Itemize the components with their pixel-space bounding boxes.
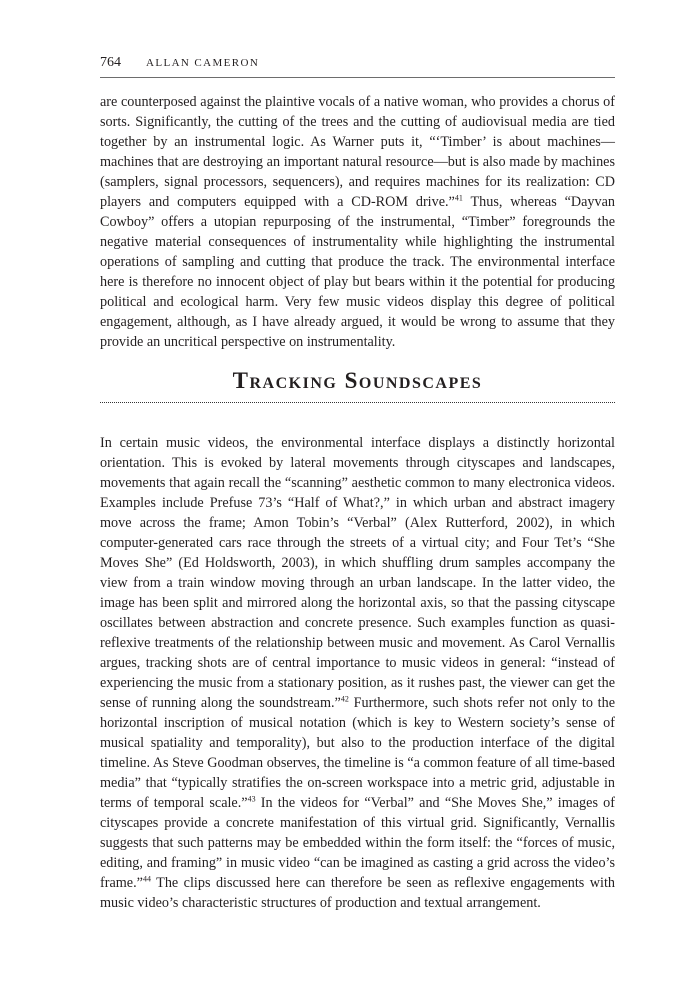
paragraph-2 [100,433,615,913]
paragraph-1-text-a: are counterposed against the plaintive vocals of a native woman, who provides a chorus of sorts. Significantly, the cutting of the trees and the cutting of audiovisual media are tied together by an instrumental logic. As Warner puts it, “‘Timber’ is about machines—machines that are destroying an important natural resource—but is also made by machines (samplers, signal processors, sequencers), and requires machines for its realization: CD players and computers equipped with a CD-ROM drive.” [100,94,615,210]
footnote-ref-44[interactable]: 44 [142,874,151,884]
footnote-ref-43[interactable]: 43 [247,794,256,804]
section-heading: Tracking Soundscapes [232,368,483,393]
page-number: 764 [100,55,121,70]
paragraph-2-text-c: In the videos for “Verbal” and “She Moves She,” images of cityscapes provide a concrete manifestation of this virtual grid. Significantly, Vernallis suggests that such patterns may be embedded within the form itself: the “forces of music, editing, and framing” in music video “can be imagined as casting a grid across the video’s frame.” [100,795,615,891]
paragraph-1-text-b: Thus, whereas “Dayvan Cowboy” offers a utopian repurposing of the instrumental, “Timber” foregrounds the negative material consequences of instrumentality while highlighting the instrumental operations of sampling and cutting that produce the track. The environmental interface here is therefore no innocent object of play but bears within it the potential for producing political and ecological harm. Very few music videos display this degree of political engagement, although, as I have already argued, it would be wrong to assume that they provide an uncritical perspective on instrumentality. [100,194,615,350]
paragraph-2-text-a: In certain music videos, the environmental interface displays a distinctly horizontal orientation. This is evoked by lateral movements through cityscapes and landscapes, movements that again recall the “scanning” aesthetic common to many electronica videos. Examples include Prefuse 73’s “Half of What?,” in which urban and abstract imagery move across the frame; Amon Tobin’s “Verbal” (Alex Rutterford, 2002), in which computer-generated cars race through the streets of a virtual city; and Four Tet’s “She Moves She” (Ed Holdsworth, 2003), in which shuffling drum samples accompany the view from a train window moving through an urban landscape. In the latter video, the image has been split and mirrored along the horizontal axis, so that the passing cityscape oscillates between abstraction and concrete presence. Such examples function as quasi-reflexive treatments of the relationship between music and movement. As Carol Vernallis argues, tracking shots are of central importance to music videos in general: “instead of experiencing the music from a stationary position, as it rushes past, the viewer can get the sense of running along the soundstream.” [100,435,615,711]
footnote-ref-42[interactable]: 42 [340,694,349,704]
footnote-ref-41[interactable]: 41 [454,193,463,203]
paragraph-2-text-b: Furthermore, such shots refer not only to the horizontal inscription of musical notation (which is key to Western society’s sense of musical spatiality and temporality), but also to the production interface of the digital timeline. As Steve Goodman observes, the timeline is “a common feature of all time-based media” that “typically stratifies the on-screen workspace into a metric grid, adjustable in terms of temporal scale.” [100,695,615,811]
paragraph-2-text-d: The clips discussed here can therefore be seen as reflexive engagements with music video’s characteristic structures of production and textual arrangement. [100,875,615,911]
section-divider [100,402,615,403]
paragraph-1 [100,92,615,352]
page-header [100,55,615,78]
running-head: ALLAN CAMERON [146,57,260,69]
